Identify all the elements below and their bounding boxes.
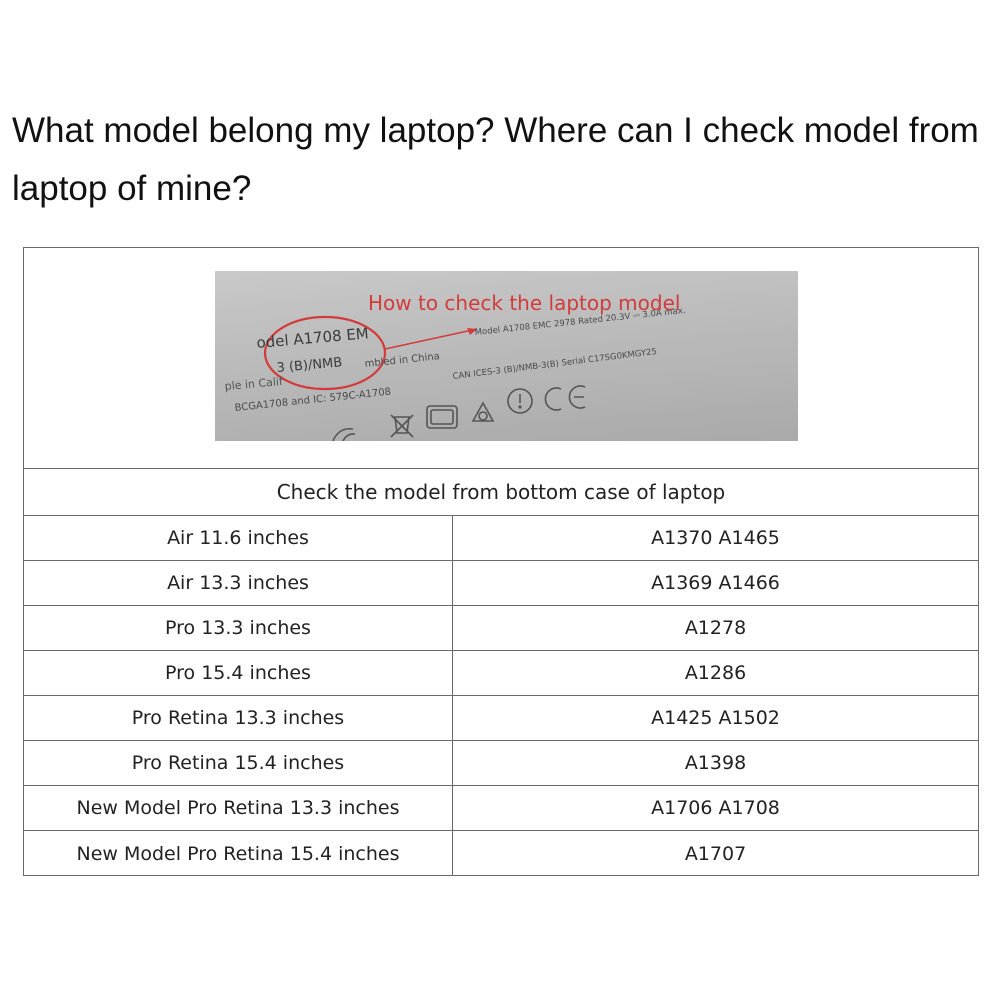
model-table <box>23 247 979 876</box>
table-row <box>24 606 978 651</box>
vci-icon <box>427 406 457 428</box>
table-row <box>24 561 978 606</box>
model-code-cell: A1278 <box>684 617 747 639</box>
model-code-cell: A1286 <box>684 662 747 684</box>
model-code-cell: A1706 A1708 <box>651 797 780 819</box>
etched-line-serial: CAN ICES-3 (B)/NMB-3(B) Serial C17SG0KMGY25 <box>452 346 658 382</box>
photo-cell <box>24 248 978 469</box>
laptop-label-photo <box>215 271 798 441</box>
etched-line-designed: ple in Calif <box>224 374 284 393</box>
table-row <box>24 651 978 696</box>
model-code-cell: A1369 A1466 <box>651 572 780 594</box>
model-code-cell: A1707 <box>684 842 747 865</box>
model-name-cell: Air 13.3 inches <box>24 561 453 605</box>
table-row <box>24 696 978 741</box>
model-code-cell: A1370 A1465 <box>651 527 780 549</box>
rcm-icon <box>473 403 493 421</box>
etched-line-model-small: Model A1708 EMC 2978 Rated 20.3V ⎓ 3.0A max. <box>474 305 686 338</box>
etched-line-fcc: 3 (B)/NMB <box>276 355 343 376</box>
model-name-cell: Air 11.6 inches <box>24 516 453 560</box>
pointer-line <box>385 329 477 349</box>
fcc-icon <box>333 429 355 441</box>
model-name-cell: New Model Pro Retina 15.4 inches <box>24 831 453 876</box>
model-code-cell: A1425 A1502 <box>651 707 780 729</box>
model-name-cell: New Model Pro Retina 13.3 inches <box>24 786 453 830</box>
model-name-cell: Pro 13.3 inches <box>24 606 453 650</box>
warning-circle-icon <box>508 389 532 413</box>
model-code-cell: A1398 <box>684 752 747 774</box>
table-row <box>24 516 978 561</box>
table-row <box>24 786 978 831</box>
table-caption: Check the model from bottom case of laptop <box>24 469 978 516</box>
model-rows <box>24 516 978 876</box>
weee-bin-icon <box>391 415 413 437</box>
model-name-cell: Pro Retina 13.3 inches <box>24 696 453 740</box>
model-name-cell: Pro Retina 15.4 inches <box>24 741 453 785</box>
ce-icon <box>545 386 585 410</box>
model-name-cell: Pro 15.4 inches <box>24 651 453 695</box>
table-row <box>24 831 978 876</box>
photo-heading: How to check the laptop model <box>368 291 681 315</box>
etched-line-assembled: mbled in China <box>364 351 441 370</box>
table-row <box>24 741 978 786</box>
etched-line-bcga: BCGA1708 and IC: 579C-A1708 <box>234 386 392 414</box>
etched-line-model-large: odel A1708 EM <box>255 324 370 352</box>
page-title: What model belong my laptop? Where can I check model from laptop of mine? <box>12 111 979 208</box>
